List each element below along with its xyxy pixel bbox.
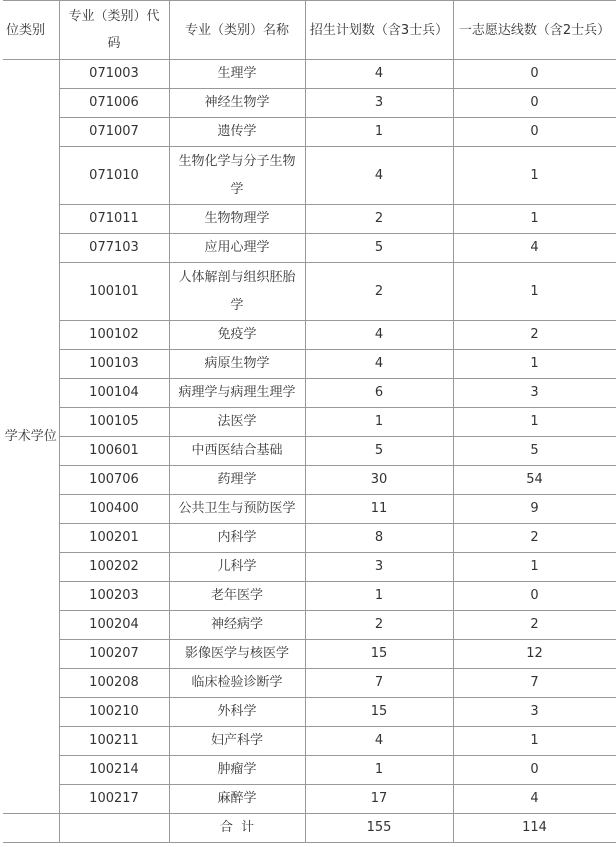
cell-name: 外科学 [169, 698, 305, 727]
cell-code: 100214 [59, 756, 169, 785]
cell-plan: 15 [305, 698, 453, 727]
cell-name: 儿科学 [169, 553, 305, 582]
cell-plan: 1 [305, 408, 453, 437]
total-reached: 114 [453, 814, 616, 843]
cell-reached: 1 [453, 553, 616, 582]
table-row [3, 640, 616, 669]
cell-code: 100211 [59, 727, 169, 756]
cell-name: 病理学与病理生理学 [169, 379, 305, 408]
cell-code: 100103 [59, 350, 169, 379]
cell-code: 100210 [59, 698, 169, 727]
cell-reached: 3 [453, 698, 616, 727]
cell-code: 100706 [59, 466, 169, 495]
cell-reached: 2 [453, 524, 616, 553]
cell-plan: 4 [305, 321, 453, 350]
cell-name: 应用心理学 [169, 234, 305, 263]
table-row [3, 669, 616, 698]
cell-code: 100201 [59, 524, 169, 553]
header-reached: 一志愿达线数（含2士兵） [453, 1, 616, 60]
table-row [3, 60, 616, 89]
table-row [3, 205, 616, 234]
cell-code: 100202 [59, 553, 169, 582]
cell-name: 中西医结合基础 [169, 437, 305, 466]
cell-code: 100217 [59, 785, 169, 814]
table-row [3, 89, 616, 118]
table-row [3, 611, 616, 640]
table-body [3, 60, 616, 843]
table-row [3, 756, 616, 785]
total-category-empty [3, 814, 59, 843]
table-row [3, 321, 616, 350]
cell-reached: 0 [453, 582, 616, 611]
header-code: 专业（类别）代码 [59, 1, 169, 60]
cell-reached: 54 [453, 466, 616, 495]
cell-name: 麻醉学 [169, 785, 305, 814]
cell-plan: 5 [305, 437, 453, 466]
cell-name: 生物物理学 [169, 205, 305, 234]
cell-reached: 0 [453, 756, 616, 785]
cell-plan: 1 [305, 118, 453, 147]
cell-reached: 4 [453, 234, 616, 263]
cell-code: 100203 [59, 582, 169, 611]
cell-reached: 1 [453, 350, 616, 379]
cell-plan: 4 [305, 147, 453, 205]
cell-plan: 2 [305, 205, 453, 234]
cell-code: 100204 [59, 611, 169, 640]
cell-code: 071006 [59, 89, 169, 118]
cell-code: 100102 [59, 321, 169, 350]
category-cell: 学术学位 [3, 60, 59, 814]
cell-code: 071011 [59, 205, 169, 234]
table-row [3, 118, 616, 147]
cell-plan: 8 [305, 524, 453, 553]
cell-name: 神经生物学 [169, 89, 305, 118]
cell-plan: 1 [305, 582, 453, 611]
cell-name: 肿瘤学 [169, 756, 305, 785]
table-row [3, 495, 616, 524]
cell-name: 老年医学 [169, 582, 305, 611]
cell-reached: 1 [453, 147, 616, 205]
cell-plan: 5 [305, 234, 453, 263]
cell-reached: 1 [453, 263, 616, 321]
cell-reached: 5 [453, 437, 616, 466]
cell-name: 生物化学与分子生物学 [169, 147, 305, 205]
cell-reached: 2 [453, 321, 616, 350]
table-row [3, 582, 616, 611]
table-row [3, 234, 616, 263]
cell-plan: 17 [305, 785, 453, 814]
cell-code: 071010 [59, 147, 169, 205]
cell-code: 100601 [59, 437, 169, 466]
table-row [3, 147, 616, 205]
cell-reached: 1 [453, 205, 616, 234]
cell-reached: 0 [453, 118, 616, 147]
table-row [3, 408, 616, 437]
cell-name: 影像医学与核医学 [169, 640, 305, 669]
cell-plan: 30 [305, 466, 453, 495]
cell-name: 病原生物学 [169, 350, 305, 379]
cell-reached: 4 [453, 785, 616, 814]
cell-name: 人体解剖与组织胚胎学 [169, 263, 305, 321]
header-name: 专业（类别）名称 [169, 1, 305, 60]
cell-reached: 0 [453, 89, 616, 118]
cell-plan: 4 [305, 350, 453, 379]
cell-reached: 12 [453, 640, 616, 669]
cell-code: 100208 [59, 669, 169, 698]
cell-name: 生理学 [169, 60, 305, 89]
table-row [3, 379, 616, 408]
cell-code: 100207 [59, 640, 169, 669]
total-row [3, 814, 616, 843]
table-row [3, 350, 616, 379]
table-row [3, 785, 616, 814]
cell-plan: 15 [305, 640, 453, 669]
table-row [3, 553, 616, 582]
table-row [3, 437, 616, 466]
cell-plan: 4 [305, 60, 453, 89]
cell-plan: 4 [305, 727, 453, 756]
cell-plan: 3 [305, 89, 453, 118]
table-row [3, 263, 616, 321]
total-label: 合 计 [169, 814, 305, 843]
cell-plan: 7 [305, 669, 453, 698]
total-code-empty [59, 814, 169, 843]
cell-reached: 3 [453, 379, 616, 408]
table-row [3, 466, 616, 495]
cell-reached: 1 [453, 408, 616, 437]
cell-code: 100400 [59, 495, 169, 524]
cell-plan: 6 [305, 379, 453, 408]
cell-reached: 1 [453, 727, 616, 756]
cell-plan: 2 [305, 263, 453, 321]
cell-name: 神经病学 [169, 611, 305, 640]
cell-reached: 0 [453, 60, 616, 89]
cell-name: 公共卫生与预防医学 [169, 495, 305, 524]
cell-reached: 2 [453, 611, 616, 640]
cell-code: 071003 [59, 60, 169, 89]
cell-name: 内科学 [169, 524, 305, 553]
cell-reached: 9 [453, 495, 616, 524]
cell-code: 100101 [59, 263, 169, 321]
cell-plan: 1 [305, 756, 453, 785]
cell-code: 071007 [59, 118, 169, 147]
cell-code: 077103 [59, 234, 169, 263]
admission-table [3, 0, 616, 843]
table-header-row [3, 1, 616, 60]
cell-code: 100104 [59, 379, 169, 408]
cell-name: 免疫学 [169, 321, 305, 350]
cell-name: 遗传学 [169, 118, 305, 147]
cell-name: 妇产科学 [169, 727, 305, 756]
cell-name: 临床检验诊断学 [169, 669, 305, 698]
cell-name: 法医学 [169, 408, 305, 437]
table-row [3, 524, 616, 553]
cell-plan: 11 [305, 495, 453, 524]
cell-plan: 3 [305, 553, 453, 582]
header-category: 位类别 [3, 1, 59, 60]
cell-code: 100105 [59, 408, 169, 437]
cell-plan: 2 [305, 611, 453, 640]
cell-name: 药理学 [169, 466, 305, 495]
table-row [3, 698, 616, 727]
header-plan: 招生计划数（含3士兵） [305, 1, 453, 60]
cell-reached: 7 [453, 669, 616, 698]
total-plan: 155 [305, 814, 453, 843]
table-row [3, 727, 616, 756]
